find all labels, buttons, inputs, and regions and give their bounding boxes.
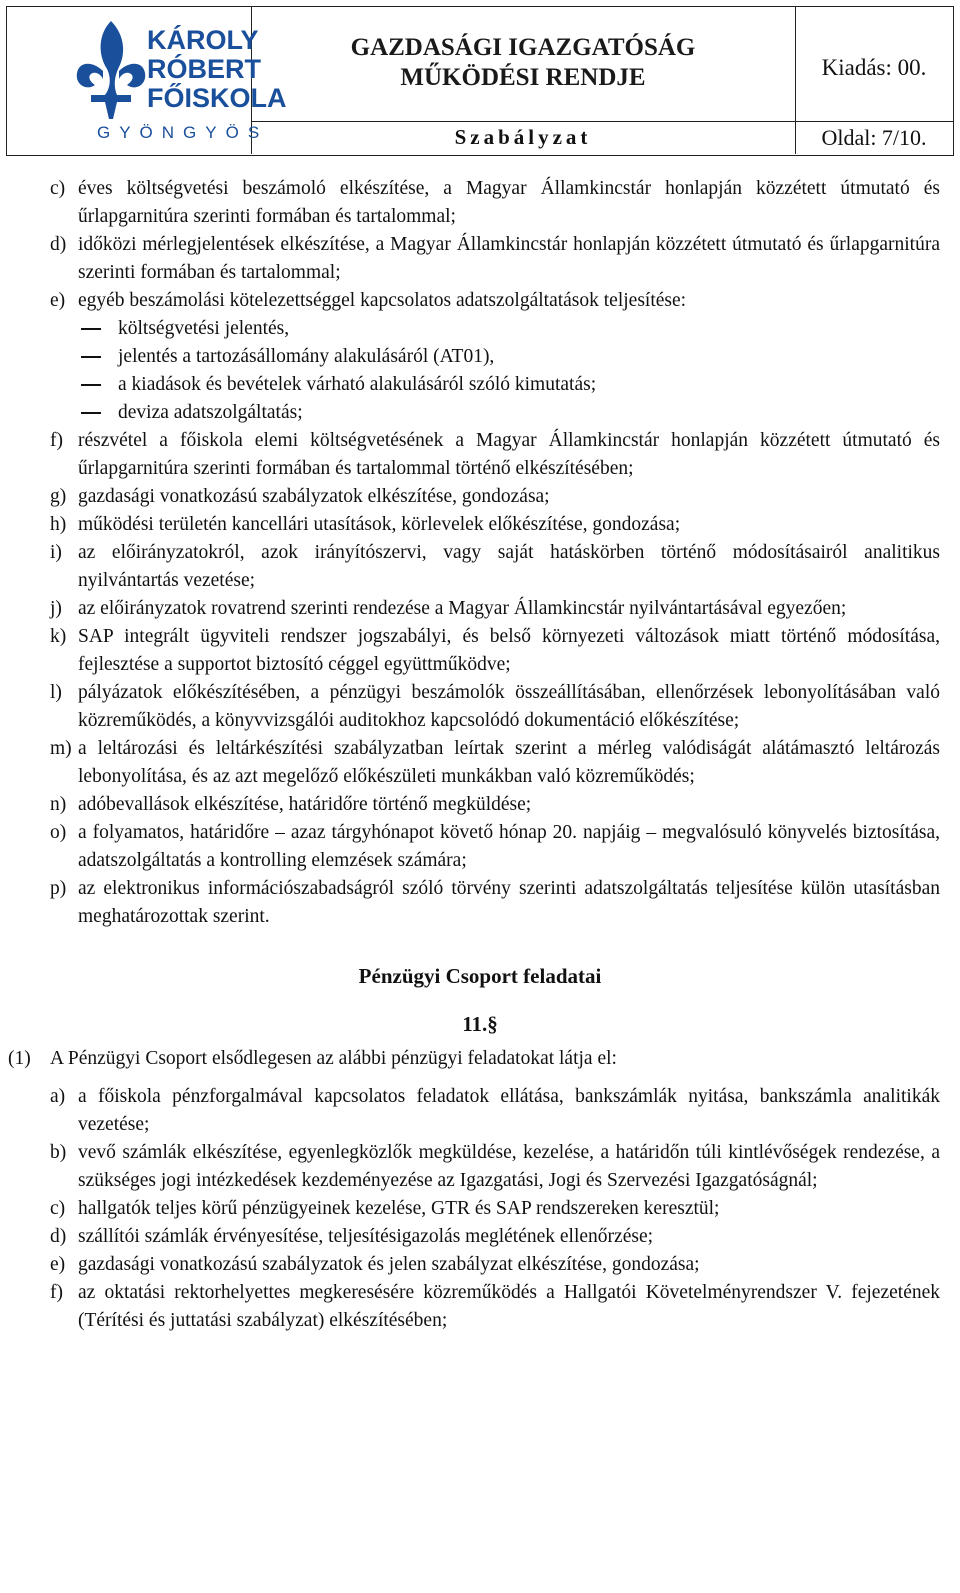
- dash-text: jelentés a tartozásállomány alakulásáról (AT01),: [118, 346, 495, 367]
- item-text: SAP integrált ügyviteli rendszer jogszabályi, és belső környezeti változások miatt történő módosítása, fejlesztése a supportot biztosító céggel együttműködve;: [78, 626, 940, 675]
- doc-type: Szabályzat: [454, 125, 592, 149]
- list-item-c2: [50, 1195, 940, 1223]
- list-part-2: [50, 427, 940, 931]
- item-text: részvétel a főiskola elemi költségvetésének a Magyar Államkincstár honlapján közzétett útmutató és űrlapgarnitúra szerinti formában és tartalommal történő elkészítésében;: [78, 430, 940, 479]
- dash-item: [0, 343, 940, 371]
- list-item-i: [50, 539, 940, 595]
- dash-item: [0, 315, 940, 343]
- issue-cell: [795, 7, 953, 122]
- list-part-3: [50, 1083, 940, 1335]
- list-item-f: [50, 427, 940, 483]
- item-text: gazdasági vonatkozású szabályzatok és jelen szabályzat elkészítése, gondozása;: [78, 1254, 700, 1275]
- item-label: f): [50, 1282, 63, 1303]
- item-text: az oktatási rektorhelyettes megkeresésére közreműködés a Hallgatói Követelményrendszer V. fejezetének (Térítési és juttatási szabályzat) elkészítésében;: [78, 1282, 940, 1331]
- dash-icon: [81, 412, 101, 414]
- item-label: d): [50, 1226, 67, 1247]
- item-text: működési területén kancellári utasítások, körlevelek előkészítése, gondozása;: [78, 514, 681, 535]
- list-item-e: [50, 287, 940, 315]
- item-text: a leltározási és leltárkészítési szabályzatban leírtak szerint a mérleg valódiságát alátámasztó leltározás lebonyolítása, és az azt megelőző előkészületi munkákban való közreműködés;: [78, 738, 940, 787]
- college-logo: [7, 7, 287, 154]
- item-label: e): [50, 290, 66, 311]
- dash-text: a kiadások és bevételek várható alakulásáról szóló kimutatás;: [118, 374, 597, 395]
- paragraph-label: (1): [8, 1048, 31, 1069]
- dash-text: költségvetési jelentés,: [118, 318, 290, 339]
- fleur-de-lis-icon: [77, 21, 145, 119]
- item-text: éves költségvetési beszámoló elkészítése, a Magyar Államkincstár honlapján közzétett útmutató és űrlapgarnitúra szerinti formában és tartalommal;: [78, 178, 940, 227]
- logo-city: GYÖNGYÖS: [97, 123, 269, 142]
- dash-list: [0, 315, 940, 427]
- item-label: o): [50, 822, 67, 843]
- document-title-line2: MŰKÖDÉSI RENDJE: [400, 64, 646, 91]
- item-text: pályázatok előkészítésében, a pénzügyi beszámolók összeállításában, ellenőrzések lebonyolításában való közreműködés, a könyvvizsgálói auditokhoz kapcsolódó dokumentáció előkészítése;: [78, 682, 940, 731]
- list-item-d: [50, 231, 940, 287]
- item-text: az előirányzatok rovatrend szerinti rendezése a Magyar Államkincstár nyilvántartásával egyezően;: [78, 598, 847, 619]
- list-item-o: [50, 819, 940, 875]
- dash-icon: [81, 384, 101, 386]
- paragraph-1: [8, 1045, 940, 1073]
- logo-cell: [7, 7, 287, 154]
- item-text: az elektronikus információszabadságról szóló törvény szerinti adatszolgáltatás teljesítése külön utasításban meghatározottak szerint.: [78, 878, 940, 927]
- list-item-e2: [50, 1251, 940, 1279]
- item-label: j): [50, 598, 62, 619]
- issue-number: Kiadás: 00.: [821, 55, 927, 80]
- item-text: a főiskola pénzforgalmával kapcsolatos feladatok ellátása, bankszámlák nyitása, bankszámla analitikák vezetése;: [78, 1086, 940, 1135]
- dash-item: [0, 371, 940, 399]
- paragraph-number: 11.§: [462, 1012, 498, 1036]
- doc-type-cell: [251, 121, 796, 154]
- paragraph-text: A Pénzügyi Csoport elsődlegesen az alábbi pénzügyi feladatokat látja el:: [50, 1048, 617, 1069]
- logo-text-1: KÁROLY: [147, 25, 259, 55]
- item-label: h): [50, 514, 67, 535]
- item-label: k): [50, 626, 67, 647]
- page-cell: [795, 121, 953, 154]
- document-body: [0, 175, 960, 1335]
- title-cell: [251, 7, 796, 122]
- item-label: m): [50, 738, 72, 759]
- section-heading: Pénzügyi Csoport feladatai: [358, 964, 602, 988]
- item-label: f): [50, 430, 63, 451]
- item-label: b): [50, 1142, 67, 1163]
- item-label: p): [50, 878, 67, 899]
- list-item-m: [50, 735, 940, 791]
- list-item-l: [50, 679, 940, 735]
- document-header: [6, 6, 954, 156]
- list-item-c: [50, 175, 940, 231]
- item-label: e): [50, 1254, 66, 1275]
- dash-item: [0, 399, 940, 427]
- dash-icon: [81, 328, 101, 330]
- list-item-n: [50, 791, 940, 819]
- item-text: egyéb beszámolási kötelezettséggel kapcsolatos adatszolgáltatások teljesítése:: [78, 290, 687, 311]
- document-title-line1: GAZDASÁGI IGAZGATÓSÁG: [350, 34, 696, 61]
- item-label: c): [50, 1198, 66, 1219]
- item-label: c): [50, 178, 66, 199]
- logo-text-3: FŐISKOLA: [147, 83, 287, 113]
- list-item-h: [50, 511, 940, 539]
- logo-text-2: RÓBERT: [147, 54, 261, 84]
- list-item-j: [50, 595, 940, 623]
- list-part-1: [50, 175, 940, 315]
- item-label: l): [50, 682, 62, 703]
- item-text: vevő számlák elkészítése, egyenlegközlők megküldése, kezelése, a határidőn túli kintlévőségek rendezése, a szükséges jogi intézkedések kezdeményezése az Igazgatási, Jogi és Szervezési Igazgatóságnál;: [78, 1142, 940, 1191]
- list-item-p: [50, 875, 940, 931]
- item-text: hallgatók teljes körű pénzügyeinek kezelése, GTR és SAP rendszereken keresztül;: [78, 1198, 720, 1219]
- item-label: a): [50, 1086, 66, 1107]
- dash-icon: [81, 356, 101, 358]
- page-number: Oldal: 7/10.: [821, 125, 927, 150]
- list-item-b: [50, 1139, 940, 1195]
- item-text: szállítói számlák érvényesítése, teljesítésigazolás meglétének ellenőrzése;: [78, 1226, 654, 1247]
- list-item-f2: [50, 1279, 940, 1335]
- list-item-k: [50, 623, 940, 679]
- dash-text: deviza adatszolgáltatás;: [118, 402, 303, 423]
- list-item-d2: [50, 1223, 940, 1251]
- item-label: n): [50, 794, 67, 815]
- item-label: i): [50, 542, 62, 563]
- list-item-a: [50, 1083, 940, 1139]
- item-label: d): [50, 234, 67, 255]
- item-text: az előirányzatokról, azok irányítószervi, vagy saját hatáskörben történő módosításairól analitikus nyilvántartás vezetése;: [78, 542, 940, 591]
- item-text: adóbevallások elkészítése, határidőre történő megküldése;: [78, 794, 532, 815]
- list-item-g: [50, 483, 940, 511]
- item-text: időközi mérlegjelentések elkészítése, a Magyar Államkincstár honlapján közzétett útmutató és űrlapgarnitúra szerinti formában és tartalommal;: [78, 234, 940, 283]
- item-text: gazdasági vonatkozású szabályzatok elkészítése, gondozása;: [78, 486, 550, 507]
- item-text: a folyamatos, határidőre – azaz tárgyhónapot követő hónap 20. napjáig – megvalósuló könyvelés biztosítása, adatszolgáltatás a kontrolling elemzések számára;: [78, 822, 940, 871]
- item-label: g): [50, 486, 67, 507]
